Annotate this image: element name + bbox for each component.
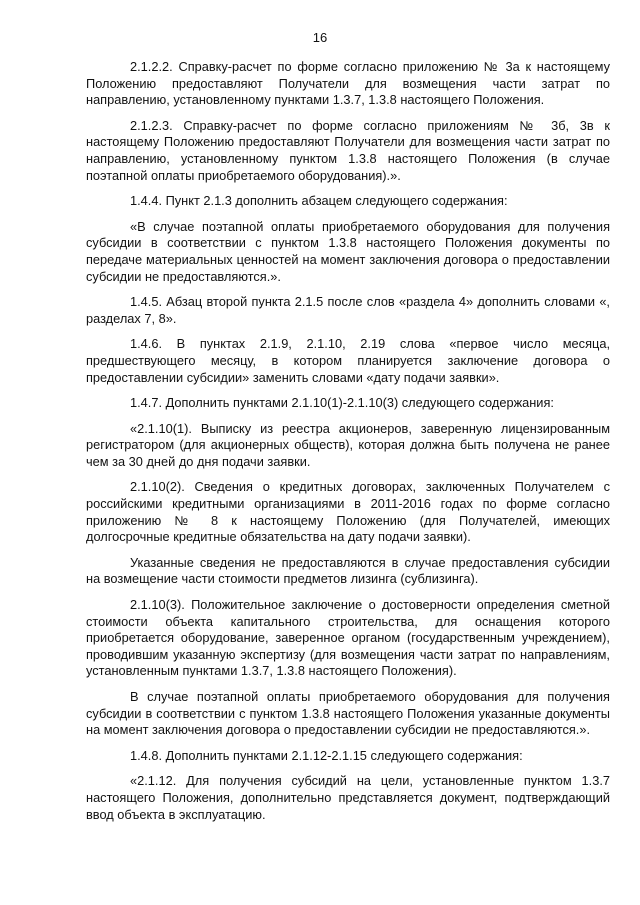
paragraph-2-1-2-2: 2.1.2.2. Справку-расчет по форме согласно приложению № 3а к настоящему Положению предоставляют Получатели для возмещения части затрат по направлению, установленному пунктами 1.3.7, 1.3.8 настоящего Положения. <box>86 59 610 108</box>
paragraph-1-4-4-quote: «В случае поэтапной оплаты приобретаемого оборудования для получения субсидии в соответствии с пунктом 1.3.8 настоящего Положения документы по передаче материальных ценностей на момент заключения договора о предоставлении субсидии не предоставляются.». <box>86 218 610 284</box>
paragraph-1-4-7: 1.4.7. Дополнить пунктами 2.1.10(1)-2.1.10(3) следующего содержания: <box>130 395 554 411</box>
paragraph-2-1-12: «2.1.12. Для получения субсидий на цели, установленные пунктом 1.3.7 настоящего Положения, дополнительно представляется документ, подтверждающий ввод объекта в эксплуатацию. <box>86 773 610 822</box>
paragraph-1-4-8: 1.4.8. Дополнить пунктами 2.1.12-2.1.15 следующего содержания: <box>130 747 523 763</box>
paragraph-2-1-2-3: 2.1.2.3. Справку-расчет по форме согласно приложениям № 3б, 3в к настоящему Положению предоставляют Получатели для возмещения части затрат по направлению, установленному пунктом 1.3.8 настоящего Положения (в случае поэтапной оплаты приобретаемого оборудования).». <box>86 117 610 183</box>
paragraph-1-4-6: 1.4.6. В пунктах 2.1.9, 2.1.10, 2.19 слова «первое число месяца, предшествующего месяцу, в котором планируется заключение договора о предоставлении субсидии» заменить словами «дату подачи заявки». <box>86 336 610 385</box>
paragraph-2-1-10-3: 2.1.10(3). Положительное заключение о достоверности определения сметной стоимости объекта капитального строительства, для оснащения которого приобретается оборудование, заверенное органом (государственным учреждением), проводившим указанную экспертизу (для возмещения части затрат по направлениям, установленным пунктами 1.3.7, 1.3.8 настоящего Положения). <box>86 597 610 679</box>
paragraph-2-1-10-2: 2.1.10(2). Сведения о кредитных договорах, заключенных Получателем с российскими кредитными организациями в 2011-2016 годах по форме согласно приложению № 8 к настоящему Положению (для Получателей, имеющих долгосрочные кредитные обязательства на дату подачи заявки). <box>86 479 610 545</box>
paragraph-2-1-10-1: «2.1.10(1). Выписку из реестра акционеров, заверенную лицензированным регистратором (для акционерных обществ), которая должна быть получена не ранее чем за 30 дней до дня подачи заявки. <box>86 420 610 469</box>
document-body <box>86 59 610 832</box>
page-number: 16 <box>312 30 328 45</box>
paragraph-staged-payment-note: В случае поэтапной оплаты приобретаемого оборудования для получения субсидии в соответствии с пунктом 1.3.8 настоящего Положения указанные документы на момент заключения договора о предоставлении субсидии не предоставляются.». <box>86 689 610 738</box>
paragraph-1-4-5: 1.4.5. Абзац второй пункта 2.1.5 после слов «раздела 4» дополнить словами «, разделах 7, 8». <box>86 294 610 326</box>
paragraph-1-4-4: 1.4.4. Пункт 2.1.3 дополнить абзацем следующего содержания: <box>130 193 508 209</box>
paragraph-leasing-note: Указанные сведения не предоставляются в случае предоставления субсидии на возмещение части стоимости предметов лизинга (сублизинга). <box>86 554 610 587</box>
